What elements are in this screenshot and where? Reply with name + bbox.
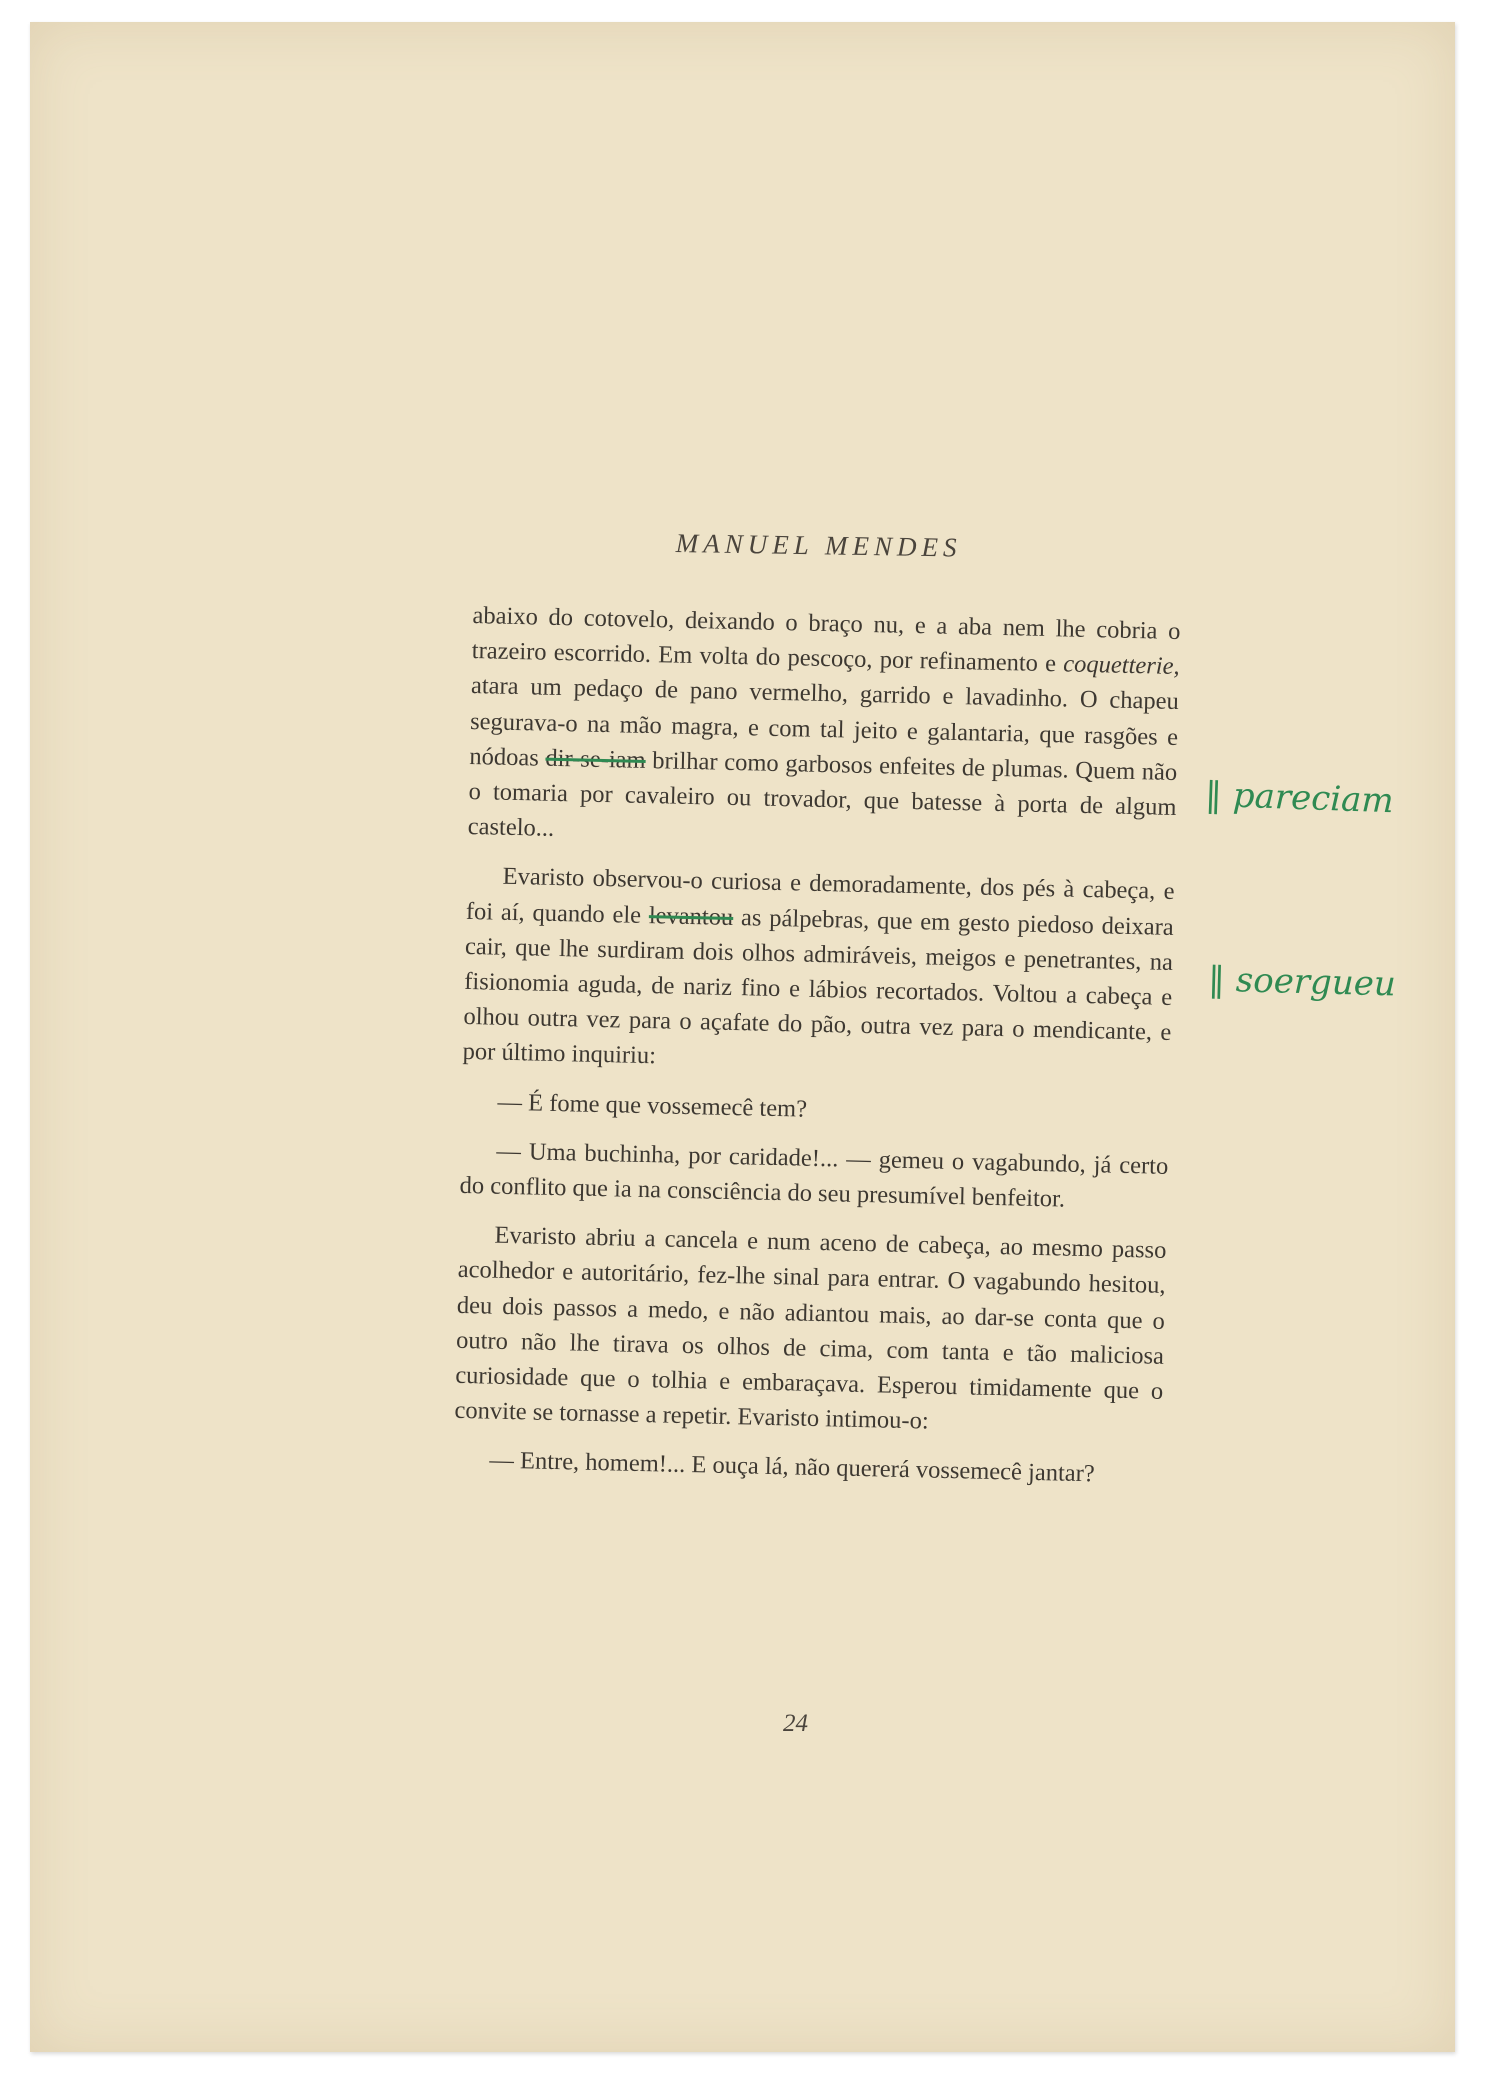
page-number: 24 [783, 1710, 808, 1737]
paragraph [459, 1133, 1168, 1219]
paragraph [453, 1442, 1162, 1493]
text-run: — É fome que vossemecê tem? [497, 1088, 808, 1123]
italic-word: coquetterie, [1063, 650, 1180, 681]
paragraph [467, 598, 1180, 860]
text-run: as pálpebras, que em gesto piedoso deixara cair, que lhe surdiram dois olhos admiráveis, meigos e penetrantes, na fisionomia aguda, de nariz fino e lábios recortados. Voltou a cabeça e olhou outra vez para o açafate do pão, outra vez para o mendicante, e por último inquiriu: [462, 903, 1175, 1070]
text-run: atara um pedaço de pano vermelho, garrido e lavadinho. O chapeu segurava-o na mão magra, e com tal jeito e galantaria, que rasgões e nódoas [469, 672, 1180, 772]
text-run: abaixo do cotovelo, deixando o braço nu, e a aba nem lhe cobria o trazeiro escorrido. Em volta do pescoço, por refinamento e [471, 601, 1181, 678]
margin-note-pareciam: ‖ pareciam [1204, 774, 1395, 822]
margin-note-soergueu: ‖ soergueu [1207, 959, 1397, 1005]
struck-word: dir-se-iam [545, 744, 646, 774]
text-run: — Uma buchinha, por caridade!... — gemeu o vagabundo, já certo do conflito que ia na consciência do seu presumível benfeitor. [459, 1137, 1169, 1213]
running-header: MANUEL MENDES [675, 528, 962, 563]
text-run: — Entre, homem!... E ouça lá, não quererá vossemecê jantar? [489, 1447, 1096, 1488]
struck-word: levantou [648, 901, 734, 931]
paragraph [461, 1084, 1170, 1135]
paragraph [454, 1217, 1167, 1444]
text-run: Evaristo observou-o curiosa e demoradamente, dos pés à cabeça, e foi aí, quando ele [465, 863, 1175, 929]
text-run: Evaristo abriu a cancela e num aceno de cabeça, ao mesmo passo acolhedor e autoritário, fez-lhe sinal para entrar. O vagabundo hesitou, deu dois passos a medo, e não adiantou mais, ao dar-se conta que o outro não lhe tirava os olhos de cima, com tanta e tão maliciosa curiosidade que o tolhia e embaraçava. Esperou timidamente que o convite se tornasse a repetir. Evaristo intimou-o: [454, 1221, 1167, 1435]
text-run: brilhar como garbosos enfeites de plumas. Quem não o tomaria por cavaleiro ou trovador, que batesse à porta de algum castelo... [467, 746, 1178, 843]
paragraph [462, 858, 1175, 1085]
body-text [453, 598, 1181, 1508]
